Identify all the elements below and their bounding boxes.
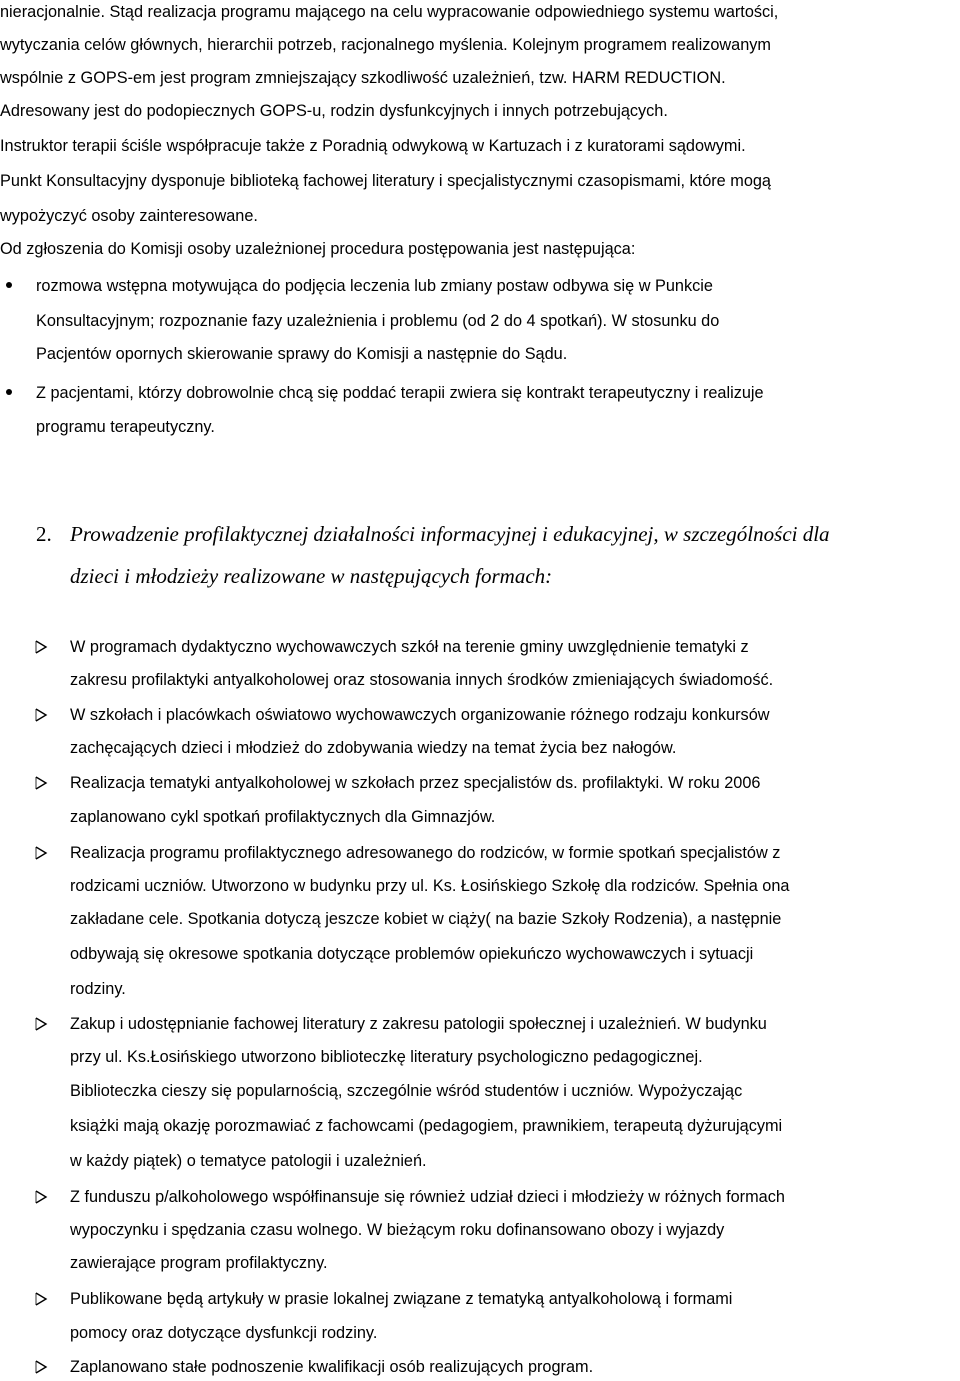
section-item-line: Zakup i udostępnianie fachowej literatury z zakresu patologii społecznej i uzależnień. W budynku <box>70 1015 767 1033</box>
procedure-bullet-line: rozmowa wstępna motywująca do podjęcia leczenia lub zmiany postaw odbywa się w Punkcie <box>36 277 713 295</box>
procedure-bullet-line: Pacjentów opornych skierowanie sprawy do Komisji a następnie do Sądu. <box>36 345 568 363</box>
bullet-dot-icon <box>6 389 12 395</box>
section-item-line: Realizacja programu profilaktycznego adresowanego do rodziców, w formie spotkań specjalistów z <box>70 844 781 862</box>
procedure-bullet-line: Konsultacyjnym; rozpoznanie fazy uzależnienia i problemu (od 2 do 4 spotkań). W stosunku do <box>36 312 720 330</box>
intro-line: Instruktor terapii ściśle współpracuje także z Poradnią odwykową w Kartuzach i z kuratorami sądowymi. <box>0 137 746 155</box>
procedure-bullet-line: Z pacjentami, którzy dobrowolnie chcą się poddać terapii zwiera się kontrakt terapeutyczny i realizuje <box>36 384 764 402</box>
intro-line: nieracjonalnie. Stąd realizacja programu mającego na celu wypracowanie odpowiedniego systemu wartości, <box>0 3 779 21</box>
section-item-line: zachęcających dzieci i młodzież do zdobywania wiedzy na temat życia bez nałogów. <box>70 739 677 757</box>
section-item-line: Publikowane będą artykuły w prasie lokalnej związane z tematyką antyalkoholową i formami <box>70 1290 733 1308</box>
procedure-bullet-line: programu terapeutyczny. <box>36 418 215 436</box>
section-item-line: zakresu profilaktyki antyalkoholowej oraz stosowania innych środków zmieniających świadomość. <box>70 671 774 689</box>
section-item-line: odbywają się okresowe spotkania dotyczące problemów opiekuńczo wychowawczych i sytuacji <box>70 945 754 963</box>
intro-line: Adresowany jest do podopiecznych GOPS-u, rodzin dysfunkcyjnych i innych potrzebujących. <box>0 102 668 120</box>
section-item-line: przy ul. Ks.Łosińskiego utworzono biblioteczkę literatury psychologiczno pedagogicznej. <box>70 1048 703 1066</box>
section-item-line: książki mają okazję porozmawiać z fachowcami (pedagogiem, prawnikiem, terapeutą dyżurującymi <box>70 1117 783 1135</box>
section-number: 2. <box>36 522 52 546</box>
intro-line: Od zgłoszenia do Komisji osoby uzależnionej procedura postępowania jest następująca: <box>0 240 636 258</box>
arrowhead-bullet-icon <box>34 846 48 860</box>
intro-line: wypożyczyć osoby zainteresowane. <box>0 207 258 225</box>
arrowhead-bullet-icon <box>34 708 48 722</box>
section-item-line: wypoczynku i spędzania czasu wolnego. W bieżącym roku dofinansowano obozy i wyjazdy <box>70 1221 725 1239</box>
arrowhead-bullet-icon <box>34 1190 48 1204</box>
section-item-line: Zaplanowano stałe podnoszenie kwalifikacji osób realizujących program. <box>70 1358 594 1376</box>
section-item-line: Biblioteczka cieszy się popularnością, szczególnie wśród studentów i uczniów. Wypożyczając <box>70 1082 743 1100</box>
section-heading-line: dzieci i młodzieży realizowane w następujących formach: <box>70 564 553 588</box>
arrowhead-bullet-icon <box>34 776 48 790</box>
section-item-line: rodziny. <box>70 980 126 998</box>
arrowhead-bullet-icon <box>34 640 48 654</box>
section-item-line: zaplanowano cykl spotkań profilaktycznych dla Gimnazjów. <box>70 808 496 826</box>
section-item-line: w każdy piątek) o tematyce patologii i uzależnień. <box>70 1152 427 1170</box>
section-item-line: zakładane cele. Spotkania dotyczą jeszcze kobiet w ciąży( na bazie Szkoły Rodzenia), a następnie <box>70 910 782 928</box>
section-item-line: W szkołach i placówkach oświatowo wychowawczych organizowanie różnego rodzaju konkursów <box>70 706 770 724</box>
bullet-dot-icon <box>6 282 12 288</box>
intro-line: wspólnie z GOPS-em jest program zmniejszający szkodliwość uzależnień, tzw. HARM REDUCTION. <box>0 69 726 87</box>
arrowhead-bullet-icon <box>34 1360 48 1374</box>
section-item-line: Z funduszu p/alkoholowego współfinansuje się również udział dzieci i młodzieży w różnych formach <box>70 1188 785 1206</box>
section-item-line: rodzicami uczniów. Utworzono w budynku przy ul. Ks. Łosińskiego Szkołę dla rodziców. Spełnia ona <box>70 877 790 895</box>
arrowhead-bullet-icon <box>34 1292 48 1306</box>
arrowhead-bullet-icon <box>34 1017 48 1031</box>
intro-line: wytyczania celów głównych, hierarchii potrzeb, racjonalnego myślenia. Kolejnym programem realizowanym <box>0 36 771 54</box>
section-heading-line: Prowadzenie profilaktycznej działalności informacyjnej i edukacyjnej, w szczególności dla <box>70 522 830 546</box>
section-item-line: Realizacja tematyki antyalkoholowej w szkołach przez specjalistów ds. profilaktyki. W roku 2006 <box>70 774 761 792</box>
intro-line: Punkt Konsultacyjny dysponuje biblioteką fachowej literatury i specjalistycznymi czasopismami, które mogą <box>0 172 771 190</box>
section-item-line: W programach dydaktyczno wychowawczych szkół na terenie gminy uwzględnienie tematyki z <box>70 638 749 656</box>
section-item-line: zawierające program profilaktyczny. <box>70 1254 328 1272</box>
section-item-line: pomocy oraz dotyczące dysfunkcji rodziny. <box>70 1324 378 1342</box>
